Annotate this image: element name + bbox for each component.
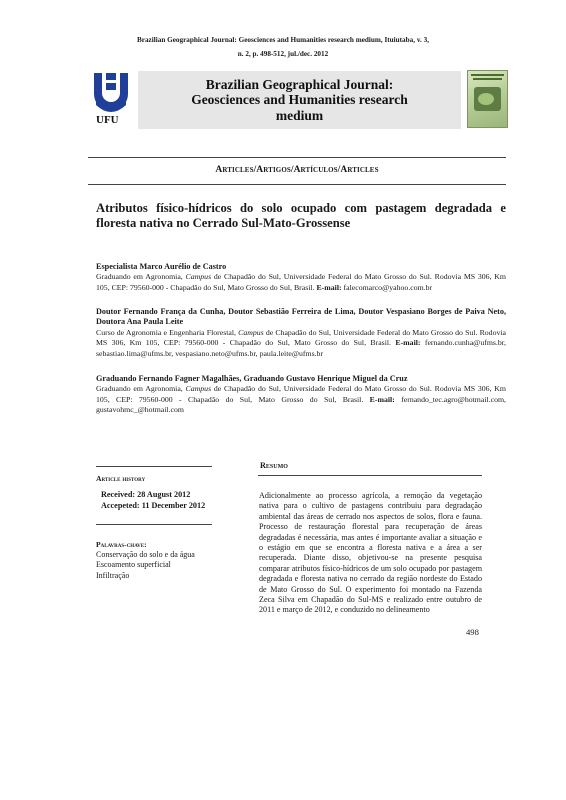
author-block-1 [96,262,506,293]
author-email: falecomarco@yahoo.com.br [341,282,433,292]
keyword-item: Escoamento superficial [96,560,171,570]
ufu-logo-text: UFU [96,114,119,126]
journal-cover-thumbnail [467,70,508,128]
author-names: Doutor Fernando França da Cunha, Doutor Sebastião Ferreira de Lima, Doutor Vespasiano Borges de Paiva Neto, Doutora Ana Paula Leite [96,307,506,327]
journal-title-line-1: Brazilian Geographical Journal: [205,76,394,92]
ufu-logo [88,71,134,129]
keyword-item: Conservação do solo e da água [96,550,195,559]
author-affiliation: Graduando em Agronomia, Campus de Chapadão do Sul, Universidade Federal do Mato Grosso do Sul. Rodovia MS 306, Km 105, CEP: 79560-000 - Chapadão do Sul, Mato Grosso do Sul, Brasil. E-mail: fernando_tec.agro@hotmail.com, gustavohmc_@hotmail.com [96,384,506,415]
journal-citation [60,33,506,61]
author-email: fernando_tec.agro@hotmail.com, gustavohmc_@hotmail.com [96,394,506,415]
keywords-list [96,550,195,581]
author-affiliation: Curso de Agronomia e Engenharia Florestal, Campus de Chapadão do Sul, Universidade Federal do Mato Grosso do Sul. Rodovia MS 306, Km 105, CEP: 79560-000 - Chapadão do Sul, Mato Grosso do Sul, Brasil. E-mail: fernando.cunha@ufms.br, sebastiao.lima@ufms.br, vespasiano.neto@ufms.br, paula.leite@ufms.br [96,327,507,358]
citation-line-2: n. 2, p. 498-512, jul./dec. 2012 [237,50,329,58]
page-number: 498 [466,627,479,637]
author-names: Especialista Marco Aurélio de Castro [96,262,227,271]
author-block-3 [96,374,506,416]
journal-title-line-2: Geosciences and Humanities research [191,92,408,108]
history-rule-bottom [96,524,212,525]
article-history-label: Article history [96,474,146,483]
section-label: Articles/Artigos/Artículos/Articles [215,165,379,175]
author-block-2 [96,307,506,359]
resumo-rule [258,475,482,476]
resumo-heading: Resumo [260,461,288,470]
resumo-text: Adicionalmente ao processo agrícola, a remoção da vegetação nativa para o cultivo de pastagens contribuiu para degradação ambiental das áreas de cerrado nos aspectos de solos, flora e fauna. Processo de restauração florestal para recuperação de áreas degradadas é necessária, mas antes é importante avaliar a situação e o estágio em que se encontra a floresta nativa e a área a ser recuperada. Diante disso, objetivou-se na presente pesquisa comparar atributos físico-hídricos de um solo ocupado por pastagem degradada e floresta nativa no cerrado da região nordeste do Estado de Mato Grosso do Sul. O experimento foi montado na Fazenda Zeca Silva em Chapadão do Sul-MS e realizado entre outubro de 2011 e março de 2012, e conduzido no delineamento [259,491,482,615]
accepted-date: Accepeted: 11 December 2012 [101,500,206,510]
author-names: Graduando Fernando Fagner Magalhães, Graduando Gustavo Henrique Miguel da Cruz [96,374,408,383]
keywords-label: Palavras-chave: [96,540,147,549]
keyword-item: Infiltração [96,570,130,580]
journal-banner [138,71,461,129]
citation-line-1: Brazilian Geographical Journal: Geosciences and Humanities research medium, Ituiutaba, v. 3, [136,36,430,44]
section-rule-bottom [88,184,506,185]
history-rule-top [96,466,212,467]
section-rule-top [88,157,506,158]
received-date: Received: 28 August 2012 [101,490,191,499]
article-title: Atributos físico-hídricos do solo ocupado com pastagem degradada e floresta nativa no Cerrado Sul-Mato-Grossense [96,201,506,230]
author-email: fernando.cunha@ufms.br, sebastiao.lima@ufms.br, vespasiano.neto@ufms.br, paula.leite@ufms.br [96,338,507,358]
author-affiliation: Graduando em Agronomia, Campus de Chapadão do Sul, Universidade Federal do Mato Grosso do Sul. Rodovia MS 306, Km 105, CEP: 79560-000 - Chapadão do Sul, Mato Grosso do Sul, Brasil. E-mail: falecomarco@yahoo.com.br [96,272,506,292]
article-history [101,490,205,511]
journal-title-line-3: medium [275,107,324,123]
